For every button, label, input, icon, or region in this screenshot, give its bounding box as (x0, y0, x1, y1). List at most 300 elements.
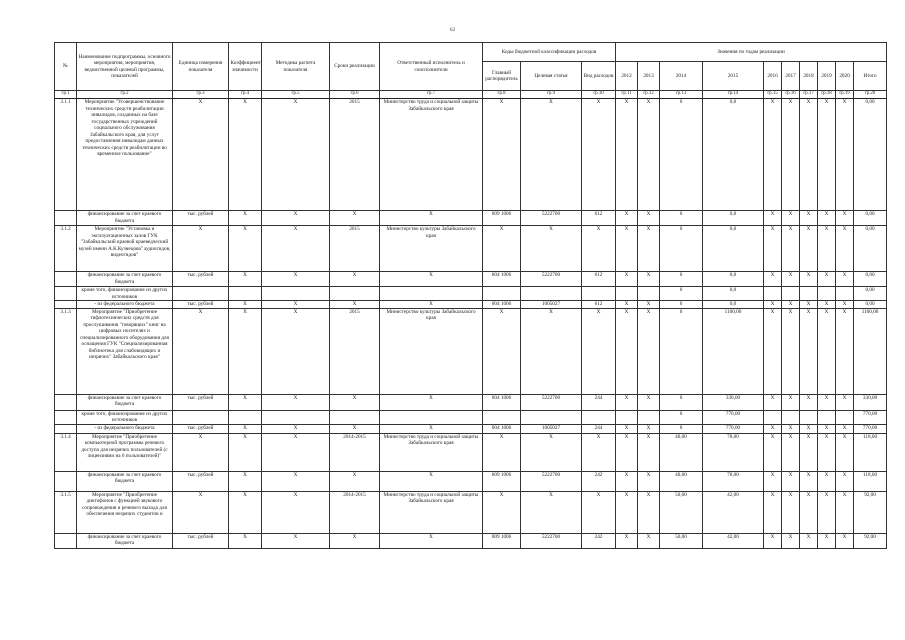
table-cell: Х (800, 394, 818, 410)
table-cell: 244 (582, 424, 616, 433)
table-cell (818, 410, 836, 424)
table-cell: Х (616, 394, 638, 410)
header-unit: Единица измерения показателя (173, 43, 229, 91)
header-values-by-year: Значения по годам реализации (616, 43, 887, 62)
table-cell: Х (483, 226, 521, 272)
table-cell: Х (764, 272, 782, 287)
table-cell: Х (818, 424, 836, 433)
table-cell: Х (380, 471, 483, 491)
table-cell: 1005027 (521, 301, 582, 309)
table-cell: Х (380, 301, 483, 309)
table-cell (782, 287, 800, 301)
table-cell: 242 (582, 533, 616, 548)
table-cell (638, 287, 660, 301)
table-cell: 330,00 (854, 394, 887, 410)
header-year: 2012 (616, 62, 638, 91)
table-cell: Х (836, 308, 854, 394)
column-number: гр.4 (229, 91, 262, 99)
table-cell (55, 394, 77, 410)
table-cell: Х (764, 533, 782, 548)
table-cell: Х (330, 533, 380, 548)
table-cell: Х (800, 471, 818, 491)
table-cell: 78,00 (703, 433, 764, 471)
table-cell: Х (330, 424, 380, 433)
table-row (55, 287, 887, 301)
table-cell: Х (616, 308, 638, 394)
column-number: гр.19 (836, 91, 854, 99)
table-cell: Х (638, 99, 660, 211)
table-cell: Х (638, 491, 660, 533)
table-cell: Х (483, 433, 521, 471)
table-cell: Х (521, 226, 582, 272)
table-cell: 5222700 (521, 272, 582, 287)
page-number: 62 (449, 27, 456, 33)
table-cell: Х (483, 491, 521, 533)
table-cell: Х (764, 308, 782, 394)
table-cell: Х (836, 99, 854, 211)
table-cell: Х (836, 301, 854, 309)
table-cell: Х (782, 491, 800, 533)
table-cell: 612 (582, 211, 616, 226)
table-cell: Х (800, 226, 818, 272)
column-number: гр.11 (616, 91, 638, 99)
table-cell: Х (330, 301, 380, 309)
table-cell: Х (262, 308, 330, 394)
table-cell: Мероприятие "Приобретение тифлотехнических средств для прослушивания "говорящих" книг на цифровых носителях и специализированного оборудования для оснащения ГУК "Специализированная библиотека для слабовидящих и незрячих" Забайкальского края" (77, 308, 173, 394)
table-cell: Х (229, 471, 262, 491)
table-cell: Х (764, 99, 782, 211)
table-cell: 004 1006 (483, 272, 521, 287)
header-year: 2016 (764, 62, 782, 91)
table-cell (582, 287, 616, 301)
table-cell: Х (616, 533, 638, 548)
table-cell: Х (782, 308, 800, 394)
table-cell: Х (818, 433, 836, 471)
table-cell: Х (229, 491, 262, 533)
table-cell (582, 410, 616, 424)
table-cell: Х (818, 491, 836, 533)
table-cell: 5222700 (521, 533, 582, 548)
table-cell: 0,00 (854, 272, 887, 287)
table-cell: Х (836, 226, 854, 272)
table-cell: 770,00 (703, 410, 764, 424)
table-cell (800, 410, 818, 424)
table-cell: Х (800, 301, 818, 309)
table-cell: 3.1.1 (55, 99, 77, 211)
table-cell: Х (380, 272, 483, 287)
table-cell (380, 410, 483, 424)
table-row (55, 533, 887, 548)
table-cell: Х (582, 226, 616, 272)
table-cell: Мероприятие "Приобретение компьютерной программы речевого доступа для незрячих пользователей (с лицензиями на 6 пользователей)" (77, 433, 173, 471)
table-cell: Министерство культуры Забайкальского края (380, 226, 483, 272)
table-cell: Х (616, 491, 638, 533)
table-cell: тыс. рублей (173, 394, 229, 410)
table-cell: Х (173, 491, 229, 533)
table-cell (330, 410, 380, 424)
table-cell (764, 287, 782, 301)
table-cell: Х (173, 226, 229, 272)
table-cell: Х (262, 471, 330, 491)
table-cell: 009 1006 (483, 211, 521, 226)
table-cell: 42,00 (703, 533, 764, 548)
table-cell: Х (818, 226, 836, 272)
table-cell: Х (638, 308, 660, 394)
table-cell: 0 (660, 308, 703, 394)
table-cell (55, 272, 77, 287)
table-cell: 770,00 (854, 424, 887, 433)
table-cell (638, 410, 660, 424)
table-cell: 0,0 (703, 272, 764, 287)
table-cell: 5222700 (521, 211, 582, 226)
table-cell: Х (836, 394, 854, 410)
header-year: 2020 (836, 62, 854, 91)
table-cell: Х (330, 272, 380, 287)
table-cell: Х (380, 533, 483, 548)
header-total: Итого (854, 62, 887, 91)
table-cell: Х (764, 433, 782, 471)
table-cell: Х (818, 308, 836, 394)
table-cell: 0,0 (703, 211, 764, 226)
table-cell: Х (229, 99, 262, 211)
table-cell: Х (262, 394, 330, 410)
table-cell: 770,00 (703, 424, 764, 433)
table-cell: 0,00 (854, 99, 887, 211)
column-number: гр.2 (77, 91, 173, 99)
table-cell: Х (818, 471, 836, 491)
table-cell: Х (800, 99, 818, 211)
table-cell: 244 (582, 394, 616, 410)
table-cell: Министерство культуры Забайкальского края (380, 308, 483, 394)
table-cell: Х (638, 424, 660, 433)
table-cell: Х (836, 491, 854, 533)
table-cell: - из федерального бюджета (77, 424, 173, 433)
table-cell: Х (229, 424, 262, 433)
table-cell: тыс. рублей (173, 533, 229, 548)
column-number: гр.10 (582, 91, 616, 99)
table-cell (616, 410, 638, 424)
table-cell: Х (330, 471, 380, 491)
table-row (55, 226, 887, 272)
table-cell (818, 287, 836, 301)
header-main-manager: Главный распорядитель (483, 62, 521, 91)
table-cell: Х (173, 433, 229, 471)
table-cell: Х (582, 433, 616, 471)
table-cell: финансирование за счет краевого бюджета (77, 272, 173, 287)
table-cell: Х (782, 424, 800, 433)
table-row (55, 433, 887, 471)
table-cell: Х (262, 533, 330, 548)
table-cell (55, 211, 77, 226)
table-cell: Х (262, 424, 330, 433)
table-cell: Мероприятие "Усовершенствование технических средств реабилитации инвалидов, созданных на базе государственных учреждений социального обслуживания Забайкальского края, для услуг предоставления инвалидам данных технических средств реабилитации во временное пользование" (77, 99, 173, 211)
table-cell: Х (638, 471, 660, 491)
header-year: 2014 (660, 62, 703, 91)
column-number: гр.20 (854, 91, 887, 99)
table-cell: 2015 (330, 99, 380, 211)
table-cell (521, 287, 582, 301)
table-cell: 118,00 (854, 471, 887, 491)
table-cell (262, 410, 330, 424)
table-cell: кроме того, финансирование из других источников (77, 410, 173, 424)
table-cell: Х (638, 394, 660, 410)
table-cell: Х (782, 301, 800, 309)
header-coefficient: Коэффициент значимости (229, 43, 262, 91)
table-cell (521, 410, 582, 424)
table-cell (836, 287, 854, 301)
table-cell: Х (764, 226, 782, 272)
column-number: гр.7 (380, 91, 483, 99)
table-cell (229, 287, 262, 301)
table-cell: Х (818, 272, 836, 287)
table-cell: 1100,00 (854, 308, 887, 394)
table-cell: Х (782, 226, 800, 272)
column-number: гр.1 (55, 91, 77, 99)
table-cell: финансирование за счет краевого бюджета (77, 394, 173, 410)
table-cell: Х (616, 211, 638, 226)
column-number: гр.15 (764, 91, 782, 99)
table-cell: Х (638, 301, 660, 309)
table-cell: 92,00 (854, 533, 887, 548)
header-year: 2017 (782, 62, 800, 91)
table-cell: 3.1.3 (55, 308, 77, 394)
table-cell: Х (330, 394, 380, 410)
table-cell: финансирование за счет краевого бюджета (77, 211, 173, 226)
table-cell: Х (836, 211, 854, 226)
table-cell (55, 424, 77, 433)
table-cell: 0 (660, 394, 703, 410)
table-row (55, 471, 887, 491)
table-cell: Х (800, 533, 818, 548)
column-number: гр.17 (800, 91, 818, 99)
table-cell: Х (764, 211, 782, 226)
table-cell (380, 287, 483, 301)
table-cell: Х (836, 433, 854, 471)
table-cell (616, 287, 638, 301)
table-cell: Х (836, 471, 854, 491)
table-cell: 612 (582, 272, 616, 287)
header-target-item: Целевая статья (521, 62, 582, 91)
table-cell: 004 1006 (483, 301, 521, 309)
table-cell: Х (229, 433, 262, 471)
table-cell: 3.1.2 (55, 226, 77, 272)
table-cell: Х (764, 491, 782, 533)
table-cell: Х (800, 424, 818, 433)
column-number: гр.9 (521, 91, 582, 99)
table-cell: Х (800, 272, 818, 287)
header-terms: Сроки реализации (330, 43, 380, 91)
table-cell: Х (262, 491, 330, 533)
column-number: гр.3 (173, 91, 229, 99)
table-cell (782, 410, 800, 424)
table-cell: Х (483, 99, 521, 211)
table-cell: Х (616, 471, 638, 491)
table-row (55, 424, 887, 433)
table-cell (764, 410, 782, 424)
table-cell: Х (782, 211, 800, 226)
table-cell: Х (380, 424, 483, 433)
table-cell: тыс. рублей (173, 301, 229, 309)
table-row (55, 99, 887, 211)
table-row (55, 272, 887, 287)
table-cell: Х (262, 226, 330, 272)
table-row (55, 211, 887, 226)
program-indicators-table (54, 42, 887, 549)
table-cell (55, 301, 77, 309)
table-cell: Х (782, 533, 800, 548)
column-number: гр.6 (330, 91, 380, 99)
header-expense-type: Вид расходов (582, 62, 616, 91)
table-cell: 0 (660, 211, 703, 226)
table-cell: Х (638, 433, 660, 471)
table-cell: 40,00 (660, 471, 703, 491)
table-cell: Х (782, 99, 800, 211)
table-cell: Х (380, 394, 483, 410)
table-cell: 3.1.5 (55, 491, 77, 533)
table-cell: Х (616, 226, 638, 272)
table-cell: 5222700 (521, 471, 582, 491)
table-cell: Х (582, 491, 616, 533)
table-cell (173, 410, 229, 424)
table-cell: Х (818, 394, 836, 410)
table-cell: кроме того, финансирование из других источников (77, 287, 173, 301)
table-row (55, 308, 887, 394)
header-method: Методика расчета показателя (262, 43, 330, 91)
column-number: гр.14 (703, 91, 764, 99)
table-cell: Х (262, 211, 330, 226)
table-cell: 0,0 (703, 99, 764, 211)
table-cell: 2014-2015 (330, 491, 380, 533)
table-cell: 0 (660, 226, 703, 272)
table-cell: Министерство труда и социальной защиты Забайкальского края (380, 433, 483, 471)
table-cell: Х (262, 272, 330, 287)
table-cell: 0 (660, 301, 703, 309)
table-cell: Х (800, 211, 818, 226)
table-cell (55, 410, 77, 424)
table-cell: Х (836, 272, 854, 287)
table-cell: Х (229, 308, 262, 394)
table-cell: Министерство труда и социальной защиты Забайкальского края (380, 491, 483, 533)
column-number: гр.5 (262, 91, 330, 99)
table-cell (483, 287, 521, 301)
table-cell: 0 (660, 272, 703, 287)
table-cell (55, 533, 77, 548)
table-cell: Х (782, 471, 800, 491)
table-row (55, 394, 887, 410)
table-cell: Х (782, 272, 800, 287)
table-cell: Х (818, 211, 836, 226)
table-cell: 92,00 (854, 491, 887, 533)
table-cell: Мероприятие "Приобретение диктофонов с функцией звукового сопровождения и речевого выхода для обеспечения незрячих студентов и (77, 491, 173, 533)
table-cell: 0,00 (854, 301, 887, 309)
table-cell: Х (638, 533, 660, 548)
table-cell: 50,00 (660, 491, 703, 533)
column-number: гр.16 (782, 91, 800, 99)
table-cell: Министерство труда и социальной защиты Забайкальского края (380, 99, 483, 211)
table-cell: 0 (660, 287, 703, 301)
table-cell: Мероприятие "Установка и эксплуатационных залов ГУК "Забайкальский краевой краеведческий музей имени А.К.Кузнецова" аудиогидов, видеогидов" (77, 226, 173, 272)
table-cell: Х (229, 301, 262, 309)
table-cell: 0,00 (854, 211, 887, 226)
table-cell: 770,00 (854, 410, 887, 424)
table-cell: Х (229, 394, 262, 410)
table-cell: Х (638, 272, 660, 287)
column-number: гр.12 (638, 91, 660, 99)
header-year: 2019 (818, 62, 836, 91)
table-cell: тыс. рублей (173, 211, 229, 226)
table-cell: Х (521, 308, 582, 394)
header-executor: Ответственный исполнитель и соисполнители (380, 43, 483, 91)
header-year: 2015 (703, 62, 764, 91)
table-cell: Х (764, 301, 782, 309)
table-cell: Х (262, 301, 330, 309)
table-cell: 0 (660, 424, 703, 433)
table-cell: Х (521, 99, 582, 211)
table-cell: 009 1006 (483, 471, 521, 491)
table-cell: 0 (660, 99, 703, 211)
table-cell: Х (330, 211, 380, 226)
table-cell: Х (582, 99, 616, 211)
header-number: № (55, 43, 77, 91)
table-cell: Х (782, 433, 800, 471)
table-cell: 2014-2015 (330, 433, 380, 471)
header-budget-codes: Коды бюджетной классификации расходов (483, 43, 616, 62)
table-cell: 330,00 (703, 394, 764, 410)
table-cell (173, 287, 229, 301)
table-cell: Х (616, 424, 638, 433)
table-cell: 242 (582, 471, 616, 491)
table-cell: Х (764, 424, 782, 433)
table-cell: Х (521, 491, 582, 533)
table-cell: Х (782, 394, 800, 410)
table-cell (800, 287, 818, 301)
table-cell: Х (616, 433, 638, 471)
column-number: гр.18 (818, 91, 836, 99)
table-cell: Х (483, 308, 521, 394)
table-cell: 2015 (330, 308, 380, 394)
table-cell: 612 (582, 301, 616, 309)
table-cell: Х (818, 99, 836, 211)
table-cell (55, 287, 77, 301)
table-cell: 0,0 (703, 226, 764, 272)
table-cell: 0 (660, 410, 703, 424)
table-cell: Х (638, 211, 660, 226)
header-year: 2013 (638, 62, 660, 91)
table-cell: Х (764, 471, 782, 491)
table-cell: Х (836, 424, 854, 433)
table-cell: - из федерального бюджета (77, 301, 173, 309)
table-row (55, 301, 887, 309)
table-cell: 0,00 (854, 287, 887, 301)
table-cell: тыс. рублей (173, 471, 229, 491)
table-cell: Х (818, 301, 836, 309)
table-cell: Х (800, 308, 818, 394)
table-cell: Х (380, 211, 483, 226)
table-cell: Х (764, 394, 782, 410)
table-row (55, 491, 887, 533)
table-cell: Х (229, 211, 262, 226)
table-cell: Х (521, 433, 582, 471)
table-cell (330, 287, 380, 301)
column-number: гр.13 (660, 91, 703, 99)
table-cell: 5222700 (521, 394, 582, 410)
table-cell: Х (800, 491, 818, 533)
table-cell: Х (616, 301, 638, 309)
table-cell: 004 1006 (483, 424, 521, 433)
table-cell: Х (616, 99, 638, 211)
table-cell: 3.1.4 (55, 433, 77, 471)
table-cell: Х (800, 433, 818, 471)
